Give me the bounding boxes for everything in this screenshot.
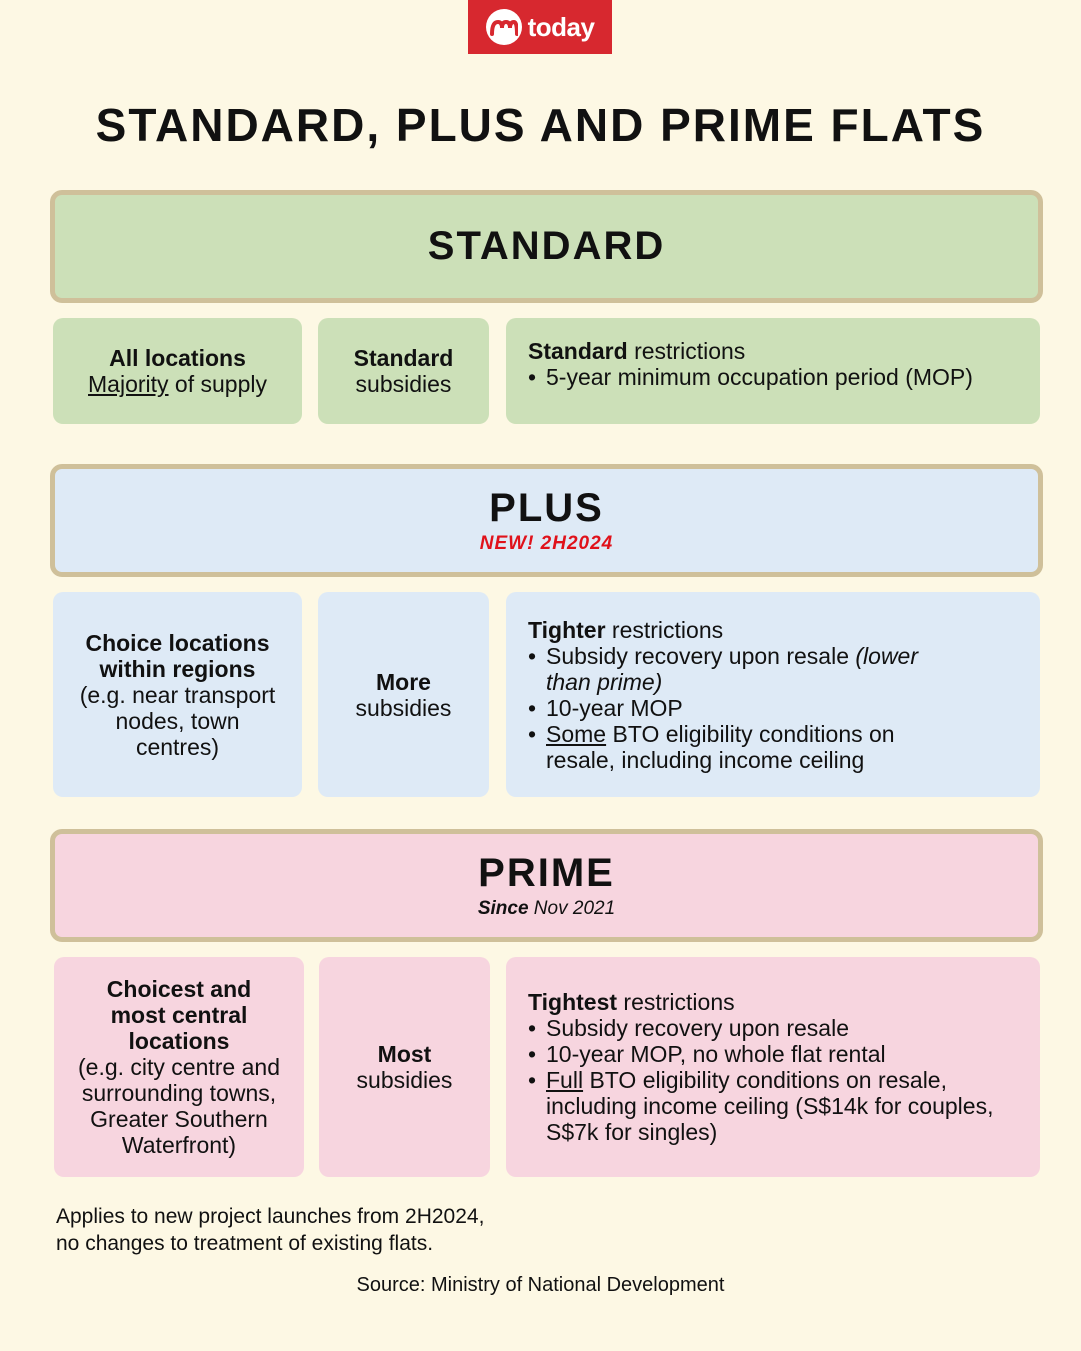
footnote-line-2: no changes to treatment of existing flats. [56,1232,434,1255]
plus-title: PLUS [489,486,604,530]
standard-subsidy-rest: subsidies [355,371,452,397]
prime-subtitle-bold: Since [477,898,529,919]
prime-subtitle-rest: Nov 2021 [528,898,616,919]
bullet-icon: • [528,364,537,390]
standard-bullet [528,364,1040,390]
plus-location-cell [53,592,302,797]
plus-subsidy-rest: subsidies [355,694,452,721]
prime-title: PRIME [478,851,615,895]
prime-subtitle [478,898,615,920]
today-logo [468,0,612,54]
bullet-icon: • [528,1067,537,1093]
prime-restr-rest: restrictions [617,989,735,1015]
bullet-icon: • [528,694,537,721]
plus-bullet-3 [528,721,948,773]
footnote-line-1: Applies to new project launches from 2H2024, [56,1205,485,1228]
plus-restrictions-heading [528,617,1040,643]
plus-b2: 10-year MOP [546,694,683,721]
plus-b3-underlined: Some [546,720,607,747]
standard-location-line [88,371,267,397]
prime-subsidy-rest: subsidies [356,1067,453,1093]
prime-b3-underlined: Full [546,1067,584,1093]
plus-b3-rest: BTO eligibility conditions on resale, including income ceiling [546,720,895,773]
plus-location-bold: Choice locations within regions [85,629,270,682]
footnote [56,1203,484,1257]
standard-location-cell [53,318,302,424]
standard-location-bold: All locations [109,345,246,371]
plus-header [50,464,1043,577]
plus-location-rest: (e.g. near transport nodes, town centres) [79,681,276,760]
standard-title: STANDARD [427,224,666,268]
bullet-icon: • [528,720,537,747]
bullet-icon: • [528,1015,537,1041]
plus-subtitle: NEW! 2H2024 [479,533,614,554]
prime-b1: Subsidy recovery upon resale [546,1015,849,1041]
plus-restr-bold: Tighter [528,616,606,643]
standard-restr-bold: Standard [528,338,628,364]
plus-restrictions-cell [506,592,1040,797]
source-credit: Source: Ministry of National Development [356,1274,725,1296]
plus-b1-main: Subsidy recovery upon resale [546,642,856,669]
logo-icon [486,9,522,45]
standard-location-rest: of supply [168,371,267,397]
prime-bullet-3 [528,1067,1008,1145]
plus-bullet-1 [528,643,958,695]
plus-restr-rest: restrictions [605,616,724,643]
plus-b1-italic: (lower than prime) [546,642,919,695]
plus-subsidy-bold: More [376,668,431,695]
standard-restrictions-cell [506,318,1040,424]
plus-subsidy-cell [318,592,489,797]
prime-subsidy-cell [319,957,490,1177]
prime-subsidy-bold: Most [377,1041,432,1067]
bullet-icon: • [528,1041,537,1067]
prime-location-bold: Choicest and most central locations [106,976,252,1054]
standard-location-underlined: Majority [88,371,169,397]
standard-restr-rest: restrictions [627,338,746,364]
prime-header [50,829,1043,942]
standard-subsidy-cell [318,318,489,424]
prime-b2: 10-year MOP, no whole flat rental [546,1041,886,1067]
bullet-icon: • [528,642,537,669]
prime-restrictions-heading [528,989,1040,1015]
standard-bullet-text: 5-year minimum occupation period (MOP) [546,364,973,390]
prime-b3-rest: BTO eligibility conditions on resale, including income ceiling (S$14k for couples, S$7k for singles) [546,1067,994,1145]
standard-subsidy-bold: Standard [353,345,454,371]
plus-bullet-2 [528,695,1040,721]
prime-bullet-1 [528,1015,1040,1041]
prime-restrictions-cell [506,957,1040,1177]
prime-location-rest: (e.g. city centre and surrounding towns, Greater Southern Waterfront) [78,1054,280,1158]
standard-restrictions-heading [528,338,1040,364]
logo-text: today [527,11,595,42]
prime-location-cell [54,957,304,1177]
prime-bullet-2 [528,1041,1040,1067]
page-title: STANDARD, PLUS AND PRIME FLATS [95,99,986,151]
prime-restr-bold: Tightest [528,989,618,1015]
standard-header [50,190,1043,303]
